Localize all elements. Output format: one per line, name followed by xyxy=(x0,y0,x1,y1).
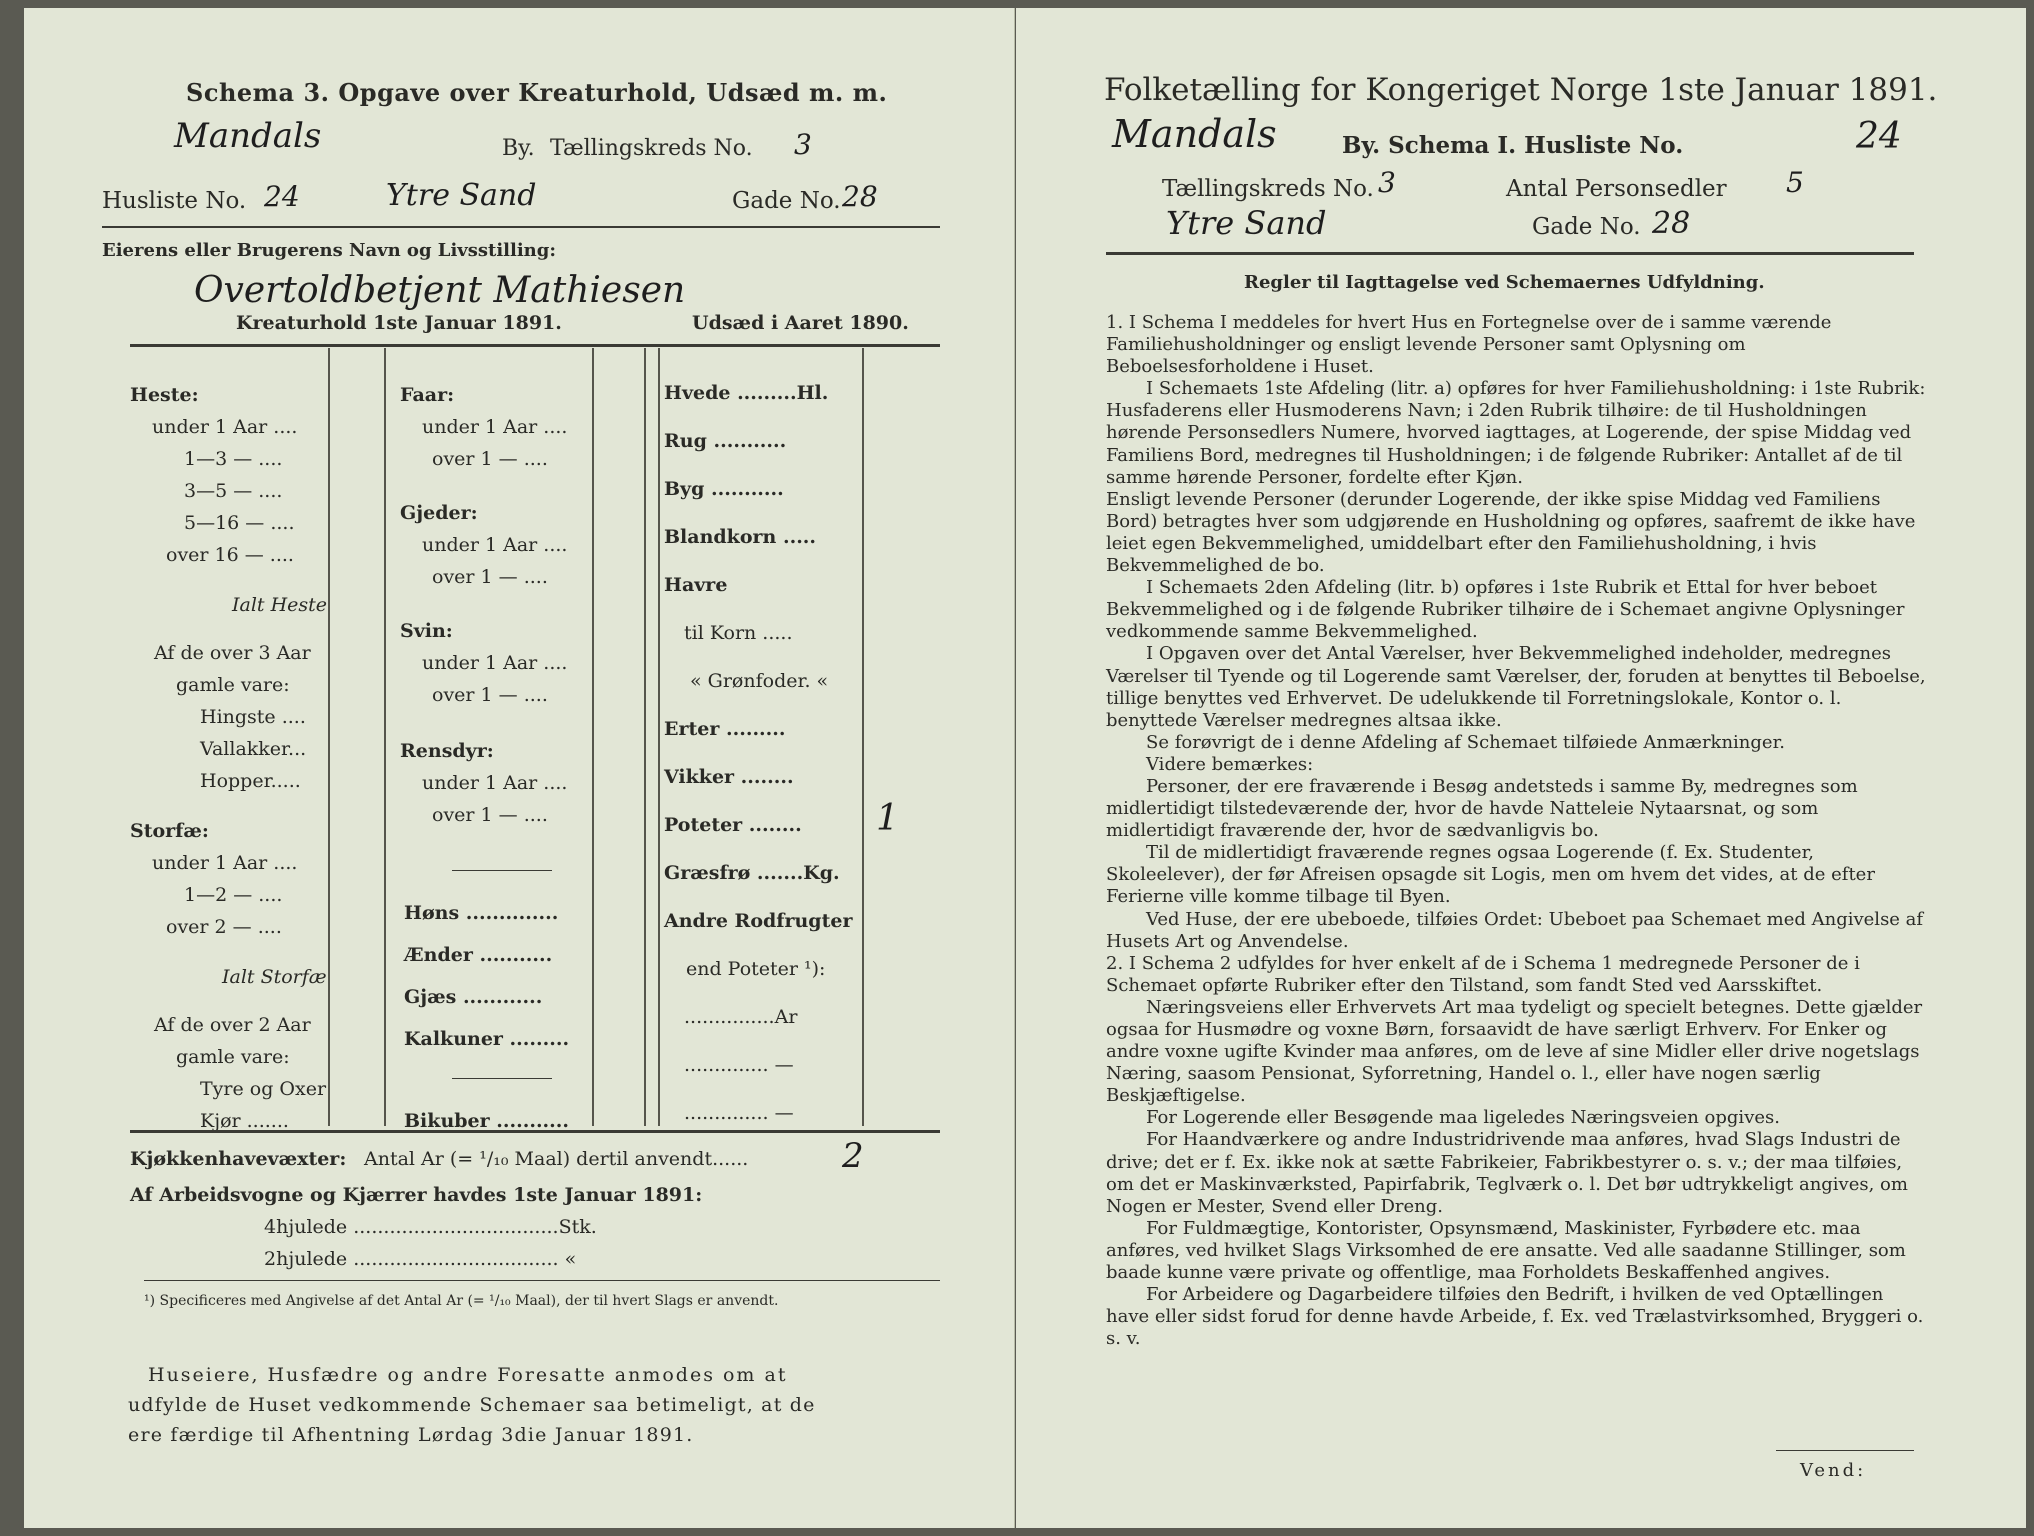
heste-gamle: gamle vare: xyxy=(176,674,290,696)
crop-row: til Korn ..... xyxy=(684,622,793,644)
poteter-value: 1 xyxy=(876,798,899,839)
left-col2-head: Udsæd i Aaret 1890. xyxy=(692,312,909,334)
rule-paragraph: Næringsveiens eller Erhvervets Art maa tydeligt og specielt betegnes. Dette gjælder ogsaa for Husmødre og voxne Børn, forsaavidt de have særligt Erhverv. For Enker og andre voxne ugifte Kvinder maa anføres, om de leve af sine Midler eller drive nogetslags Næring, saasom Pensionat, Syforretning, Handel o. l., eller have nogen særlig Beskjæftigelse. xyxy=(1106,996,1923,1107)
fowl-row: Høns .............. xyxy=(404,902,559,924)
gjeder-row: over 1 — .... xyxy=(432,566,548,588)
faar-row: under 1 Aar .... xyxy=(422,416,568,438)
left-husliste-value: 24 xyxy=(264,180,300,213)
rensdyr-row: over 1 — .... xyxy=(432,804,548,826)
right-district-label: Tællingskreds No. xyxy=(1162,176,1374,202)
left-title: Schema 3. Opgave over Kreaturhold, Udsæd m. m. xyxy=(186,78,888,107)
vogne-row: 2hjulede .................................. « xyxy=(264,1248,577,1270)
heste-total: Ialt Heste xyxy=(232,594,328,616)
rules-body xyxy=(1106,312,1926,1350)
crop-row: .............. — xyxy=(684,1102,794,1124)
closing-line: Huseiere, Husfædre og andre Foresatte anmodes om at xyxy=(148,1364,788,1386)
faar-row: over 1 — .... xyxy=(432,448,548,470)
rule-paragraph: I Schemaets 1ste Afdeling (litr. a) opføres for hver Familiehusholdning: i 1ste Rubrik: Husfaderens eller Husmoderens Navn; i 2den Rubrik tilhøire: de til Husholdningen hørende Personsedlers Numere, hvorved iagttages, at Logerende, der spise Middag ved Familiens Bord, medregnes til Husholdningen; i de følgende Rubriker: Antallet af de til samme hørende Personer, fordelte efter Kjøn. xyxy=(1106,378,1926,488)
left-by-label: By. xyxy=(502,136,535,161)
crop-row: Vikker ........ xyxy=(664,766,794,788)
left-district-value: 3 xyxy=(794,128,812,161)
left-gade-label: Gade No. xyxy=(732,188,841,214)
fowl-row: Ænder ........... xyxy=(404,944,553,966)
right-line1: By. Schema I. Husliste No. xyxy=(1342,132,1684,159)
rule-paragraph: For Haandværkere og andre Industridrivende maa anføres, hvad Slags Industri de drive; det er f. Ex. ikke nok at sætte Fabrikeier, Fabrikbestyrer o. s. v.; der maa tilføies, om det er Maskinværksted, Papirfabrik, Teglværk o. l. Det bør udtrykkeligt angives, om Nogen er Mester, Svend eller Dreng. xyxy=(1106,1129,1908,1217)
rensdyr-row: under 1 Aar .... xyxy=(422,772,568,794)
right-husliste-value: 24 xyxy=(1856,116,1902,157)
fowl-row: Kalkuner ......... xyxy=(404,1028,570,1050)
left-header-rule xyxy=(102,226,940,228)
rule-paragraph: Personer, der ere fraværende i Besøg andetsteds i samme By, medregnes som midlertidigt tilstedeværende der, hvor de havde Natteleie Nytaarsnat, og som midlertidigt fraværende der, hvor de sædvanligvis bo. xyxy=(1106,775,1858,842)
storfae-row: over 2 — .... xyxy=(166,916,282,938)
heste-sub: Hopper..... xyxy=(200,770,301,792)
right-page-schema-1 xyxy=(1016,8,2026,1528)
heste-row: over 16 — .... xyxy=(166,544,294,566)
right-gade-value: 28 xyxy=(1652,206,1691,241)
right-title: Folketælling for Kongeriget Norge 1ste Januar 1891. xyxy=(1104,72,1938,108)
rule-paragraph: I Opgaven over det Antal Værelser, hver Bekvemmelighed indeholder, medregnes Værelser til Tyende og til Logerende samt Værelser, der, foruden at benyttes til Beboelse, tillige benyttes ved Erhvervet. De udelukkende til Forretningslokale, Kontor o. l. benyttede Værelser medregnes altsaa ikke. xyxy=(1106,643,1926,731)
rule-paragraph: I Schemaets 2den Afdeling (litr. b) opføres i 1ste Rubrik et Ettal for hver beboet Bekvemmelighed og i de følgende Rubriker tilhøire de i Schemaet angivne Oplysninger vedkommende samme Bekvemmelighed. xyxy=(1106,577,1905,643)
storfae-sub: Kjør ....... xyxy=(200,1110,289,1132)
right-personsedler-value: 5 xyxy=(1786,166,1804,199)
left-table-bottom-rule xyxy=(130,1130,940,1133)
left-husliste-label: Husliste No. xyxy=(102,188,247,214)
crop-row: Andre Rodfrugter xyxy=(664,910,853,932)
vogne-row: 4hjulede ..................................Stk. xyxy=(264,1216,597,1238)
left-owner-handwritten: Overtoldbetjent Mathiesen xyxy=(194,270,686,311)
heste-sub: Hingste .... xyxy=(200,706,306,728)
fowl-row: Bikuber ........... xyxy=(404,1110,570,1132)
heste-head: Heste: xyxy=(130,384,199,406)
left-owner-label: Eierens eller Brugerens Navn og Livsstilling: xyxy=(102,240,556,261)
crop-row: Byg ........... xyxy=(664,478,784,500)
rules-head: Regler til Iagttagelse ved Schemaernes Udfyldning. xyxy=(1244,272,1765,293)
crop-row: ...............Ar xyxy=(684,1006,798,1028)
left-table-top-rule xyxy=(130,344,940,347)
storfae-sub: Tyre og Oxer xyxy=(200,1078,327,1100)
rule-paragraph: Videre bemærkes: xyxy=(1146,753,1314,775)
rensdyr-head: Rensdyr: xyxy=(400,740,494,762)
faar-head: Faar: xyxy=(400,384,455,406)
rule-paragraph: Ved Huse, der ere ubeboede, tilføies Ordet: Ubeboet paa Schemaet med Angivelse af Husets Art og Anvendelse. xyxy=(1106,908,1924,952)
crop-row: Blandkorn ..... xyxy=(664,526,817,548)
left-page-schema-3 xyxy=(24,8,1015,1528)
crop-row: end Poteter ¹): xyxy=(686,958,826,980)
storfae-total: Ialt Storfæ xyxy=(222,966,327,988)
storfae-af-over: Af de over 2 Aar xyxy=(154,1014,311,1036)
right-district-value: 3 xyxy=(1378,166,1396,199)
crop-row: Rug ........... xyxy=(664,430,787,452)
svin-row: over 1 — .... xyxy=(432,684,548,706)
fowl-row: Gjæs ............ xyxy=(404,986,543,1008)
vogne-text: Af Arbeidsvogne og Kjærrer havdes 1ste Januar 1891: xyxy=(130,1184,703,1206)
rule-paragraph: For Logerende eller Besøgende maa ligeledes Næringsveien opgives. xyxy=(1146,1107,1780,1129)
right-personsedler-label: Antal Personsedler xyxy=(1506,176,1727,202)
rule-paragraph: Se forøvrigt de i denne Afdeling af Schemaet tilføiede Anmærkninger. xyxy=(1146,731,1785,753)
crop-row: « Grønfoder. « xyxy=(690,670,829,692)
right-street-handwritten: Ytre Sand xyxy=(1166,204,1327,242)
right-header-rule xyxy=(1106,252,1914,255)
footnote: ¹) Specificeres med Angivelse af det Antal Ar (= ¹/₁₀ Maal), der til hvert Slags er anvendt. xyxy=(144,1293,779,1309)
kjokken-label: Kjøkkenhavevæxter: xyxy=(130,1148,347,1170)
crop-row: .............. — xyxy=(684,1054,794,1076)
rule-paragraph: For Fuldmægtige, Kontorister, Opsynsmænd, Maskinister, Fyrbødere etc. maa anføres, ved hvilket Slags Virksomhed de ere ansatte. Ved alle saadanne Stillinger, som baade kunne være private og offentlige, maa Forholdets Beskaffenhed angives. xyxy=(1106,1217,1906,1284)
left-street-handwritten: Ytre Sand xyxy=(386,178,537,213)
left-col1-head: Kreaturhold 1ste Januar 1891. xyxy=(236,312,562,334)
vend-label: Vend: xyxy=(1800,1460,1867,1481)
heste-row: 3—5 — .... xyxy=(184,480,283,502)
rule-paragraph: Ensligt levende Personer (derunder Logerende, der ikke spise Middag ved Familiens Bord) betragtes hver som udgjørende en Husholdning og opføres, saafremt de ikke have leiet egen Bekvemmelighed, umiddelbart efter den Familiehusholdning, i hvis Bekvemmelighed de bo. xyxy=(1106,488,1916,577)
right-city-handwritten: Mandals xyxy=(1112,112,1277,156)
heste-af-over: Af de over 3 Aar xyxy=(154,642,311,664)
closing-line: udfylde de Huset vedkommende Schemaer saa betimeligt, at de xyxy=(128,1394,816,1416)
left-district-label: Tællingskreds No. xyxy=(550,136,753,161)
crop-row: Poteter ........ xyxy=(664,814,802,836)
heste-row: under 1 Aar .... xyxy=(152,416,298,438)
kjokken-text: Antal Ar (= ¹/₁₀ Maal) dertil anvendt...... xyxy=(364,1148,749,1170)
right-gade-label: Gade No. xyxy=(1532,214,1641,240)
svin-head: Svin: xyxy=(400,620,453,642)
heste-row: 5—16 — .... xyxy=(184,512,295,534)
storfae-head: Storfæ: xyxy=(130,820,209,842)
svin-row: under 1 Aar .... xyxy=(422,652,568,674)
storfae-row: under 1 Aar .... xyxy=(152,852,298,874)
rule-paragraph: 1. I Schema I meddeles for hvert Hus en Fortegnelse over de i samme værende Familiehusholdninger og ensligt levende Personer samt Oplysning om Beboelsesforholdene i Huset. xyxy=(1106,312,1832,378)
storfae-row: 1—2 — .... xyxy=(184,884,283,906)
heste-sub: Vallakker... xyxy=(200,738,307,760)
heste-row: 1—3 — .... xyxy=(184,448,283,470)
gjeder-head: Gjeder: xyxy=(400,502,478,524)
rule-paragraph: 2. I Schema 2 udfyldes for hver enkelt af de i Schema 1 medregnede Personer de i Schemaet opførte Rubriker efter den Tilstand, som fandt Sted ved Aarsskiftet. xyxy=(1106,952,1860,996)
crop-row: Havre xyxy=(664,574,728,596)
crop-row: Græsfrø .......Kg. xyxy=(664,862,840,884)
crop-row: Hvede .........Hl. xyxy=(664,382,829,404)
left-city-handwritten: Mandals xyxy=(174,116,322,156)
left-gade-value: 28 xyxy=(842,180,878,213)
closing-line: ere færdige til Afhentning Lørdag 3die Januar 1891. xyxy=(128,1424,694,1446)
rule-paragraph: Til de midlertidigt fraværende regnes ogsaa Logerende (f. Ex. Studenter, Skoleelever), der før Afreisen opsagde sit Logis, men om hvem det vides, at de efter Ferierne ville komme tilbage til Byen. xyxy=(1106,842,1875,908)
gjeder-row: under 1 Aar .... xyxy=(422,534,568,556)
crop-row: Erter ......... xyxy=(664,718,786,740)
kjokken-value: 2 xyxy=(842,1136,864,1176)
storfae-gamle: gamle vare: xyxy=(176,1046,290,1068)
rule-paragraph: For Arbeidere og Dagarbeidere tilføies den Bedrift, i hvilken de ved Optællingen have eller sidst forud for denne havde Arbeide, f. Ex. ved Trælastvirksomhed, Bryggeri o. s. v. xyxy=(1106,1284,1924,1350)
